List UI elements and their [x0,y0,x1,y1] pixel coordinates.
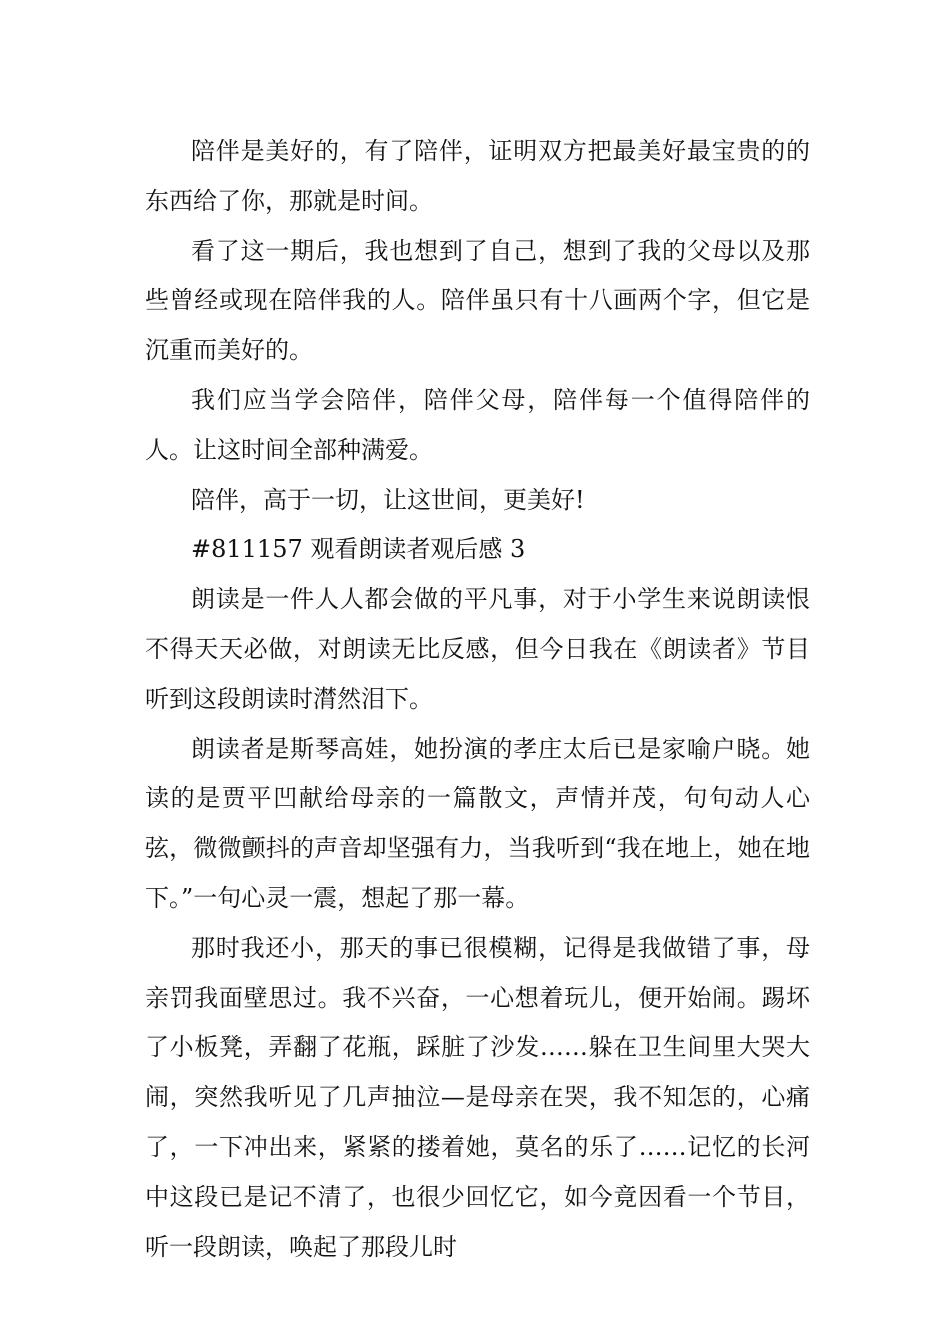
section-heading: #811157 观看朗读者观后感 3 [191,535,526,564]
paragraph-7: 那时我还小，那天的事已很模糊，记得是我做错了事，母亲罚我面壁思过。我不兴奋，一心想着玩儿，便开始闹。踢坏了小板凳，弄翻了花瓶，踩脏了沙发……躲在卫生间里大哭大闹，突然我听见了几声抽泣—是母亲在哭，我不知怎的，心痛了，一下冲出来，紧紧的搂着她，莫名的乐了……记忆的长河中这段已是记不清了，也很少回忆它，如今竟因看一个节目，听一段朗读，唤起了那段儿时 [145,933,810,1261]
paragraph-2: 看了这一期后，我也想到了自己，想到了我的父母以及那些曾经或现在陪伴我的人。陪伴虽只有十八画两个字，但它是沉重而美好的。 [145,236,810,365]
paragraph-4: 陪伴，高于一切，让这世间，更美好! [191,485,585,514]
document-body [145,127,810,1272]
paragraph-3: 我们应当学会陪伴，陪伴父母，陪伴每一个值得陪伴的人。让这时间全部种满爱。 [145,385,810,464]
paragraph-1: 陪伴是美好的，有了陪伴，证明双方把最美好最宝贵的的东西给了你，那就是时间。 [145,137,810,215]
paragraph-6: 朗读者是斯琴高娃，她扮演的孝庄太后已是家喻户晓。她读的是贾平凹献给母亲的一篇散文，声情并茂，句句动人心弦，微微颤抖的声音却坚强有力，当我听到“我在地上，她在地下。”一句心灵一震，想起了那一幕。 [145,734,810,912]
paragraph-5: 朗读是一件人人都会做的平凡事，对于小学生来说朗读恨不得天天必做，对朗读无比反感，但今日我在《朗读者》节目听到这段朗读时潸然泪下。 [145,585,810,713]
